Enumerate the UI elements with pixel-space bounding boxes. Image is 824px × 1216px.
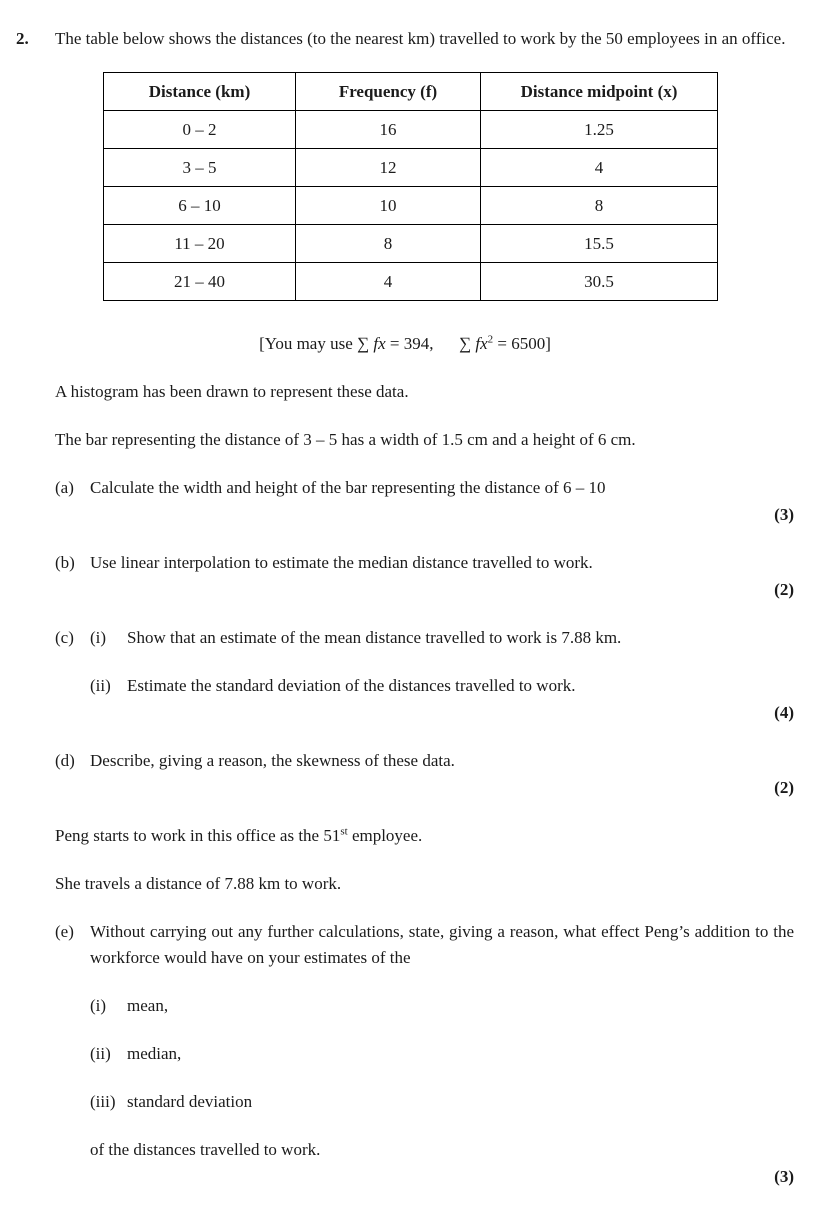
question-header [16,26,794,52]
hint-close: = 6500] [493,334,551,353]
peng-note [55,823,794,849]
cell-distance: 0 – 2 [104,111,296,149]
part-b-marks: (2) [774,580,794,599]
part-d-text: Describe, giving a reason, the skewness of these data. [90,751,455,770]
frequency-table [103,72,718,301]
part-c-marks: (4) [774,703,794,722]
part-e-item-iii-label: (iii) [90,1092,116,1111]
cell-midpoint: 1.25 [481,111,718,149]
part-e-item-iii-text: standard deviation [127,1092,253,1111]
part-e-closing-line: of the distances travelled to work. [90,1140,321,1159]
part-e-item-ii-text: median, [127,1044,182,1063]
part-c-i [55,625,794,651]
cell-distance: 6 – 10 [104,187,296,225]
part-d-marks: (2) [774,778,794,797]
cell-midpoint: 8 [481,187,718,225]
part-b-label: (b) [55,553,75,572]
part-a-label: (a) [55,478,74,497]
histogram-note: A histogram has been drawn to represent these data. [55,382,409,401]
peng-ordinal-suffix: st [340,825,348,838]
part-b [55,550,794,576]
part-e-item-i-label: (i) [90,996,107,1015]
cell-distance: 21 – 40 [104,263,296,301]
col-header-distance: Distance (km) [104,73,296,111]
part-e-label: (e) [55,922,74,941]
table-row [104,111,718,149]
part-e-item-ii [90,1041,794,1067]
part-a [55,475,794,501]
part-a-marks: (3) [774,505,794,524]
hint-mid: = 394, ∑ [385,334,476,353]
cell-frequency: 4 [296,263,481,301]
part-b-text: Use linear interpolation to estimate the median distance travelled to work. [90,553,593,572]
part-a-text: Calculate the width and height of the bar representing the distance of 6 – 10 [90,478,606,497]
part-c-ii [90,673,794,699]
cell-distance: 3 – 5 [104,149,296,187]
part-e-marks: (3) [774,1167,794,1186]
hint-fx1: fx [373,334,386,353]
part-d [55,748,794,774]
part-c-ii-label: (ii) [90,676,111,695]
cell-frequency: 16 [296,111,481,149]
part-c-label: (c) [55,628,74,647]
part-c-i-text: Show that an estimate of the mean distance travelled to work is 7.88 km. [127,628,622,647]
part-e-text: Without carrying out any further calculations, state, giving a reason, what effect Peng’s addition to the workforce would have on your estimates of the [90,922,794,967]
cell-midpoint: 15.5 [481,225,718,263]
col-header-frequency: Frequency (f) [296,73,481,111]
part-d-label: (d) [55,751,75,770]
formula-hint [16,331,794,357]
question-intro: The table below shows the distances (to the nearest km) travelled to work by the 50 employees in an office. [55,29,786,48]
cell-midpoint: 30.5 [481,263,718,301]
col-header-midpoint: Distance midpoint (x) [481,73,718,111]
table-row [104,187,718,225]
cell-frequency: 12 [296,149,481,187]
part-c-ii-text: Estimate the standard deviation of the distances travelled to work. [127,676,576,695]
hint-open: [You may use ∑ [259,334,374,353]
table-row [104,263,718,301]
cell-midpoint: 4 [481,149,718,187]
part-c-i-label: (i) [90,628,107,647]
cell-frequency: 8 [296,225,481,263]
peng-text-end: employee. [347,826,423,845]
bar-info-note: The bar representing the distance of 3 – 5 has a width of 1.5 cm and a height of 6 cm. [55,430,636,449]
part-e-item-i-text: mean, [127,996,169,1015]
cell-frequency: 10 [296,187,481,225]
hint-fx2: fx [475,334,488,353]
question-number: 2. [16,29,29,48]
part-e-item-i [90,993,794,1019]
table-row [104,225,718,263]
part-e-item-iii [90,1089,794,1115]
table-row [104,149,718,187]
hint-sup-2: 2 [487,333,494,346]
part-e-item-ii-label: (ii) [90,1044,111,1063]
table-header-row [104,73,718,111]
she-travels-note: She travels a distance of 7.88 km to work. [55,874,342,893]
cell-distance: 11 – 20 [104,225,296,263]
peng-text-start: Peng starts to work in this office as the 51 [55,826,341,845]
part-e [55,919,794,971]
